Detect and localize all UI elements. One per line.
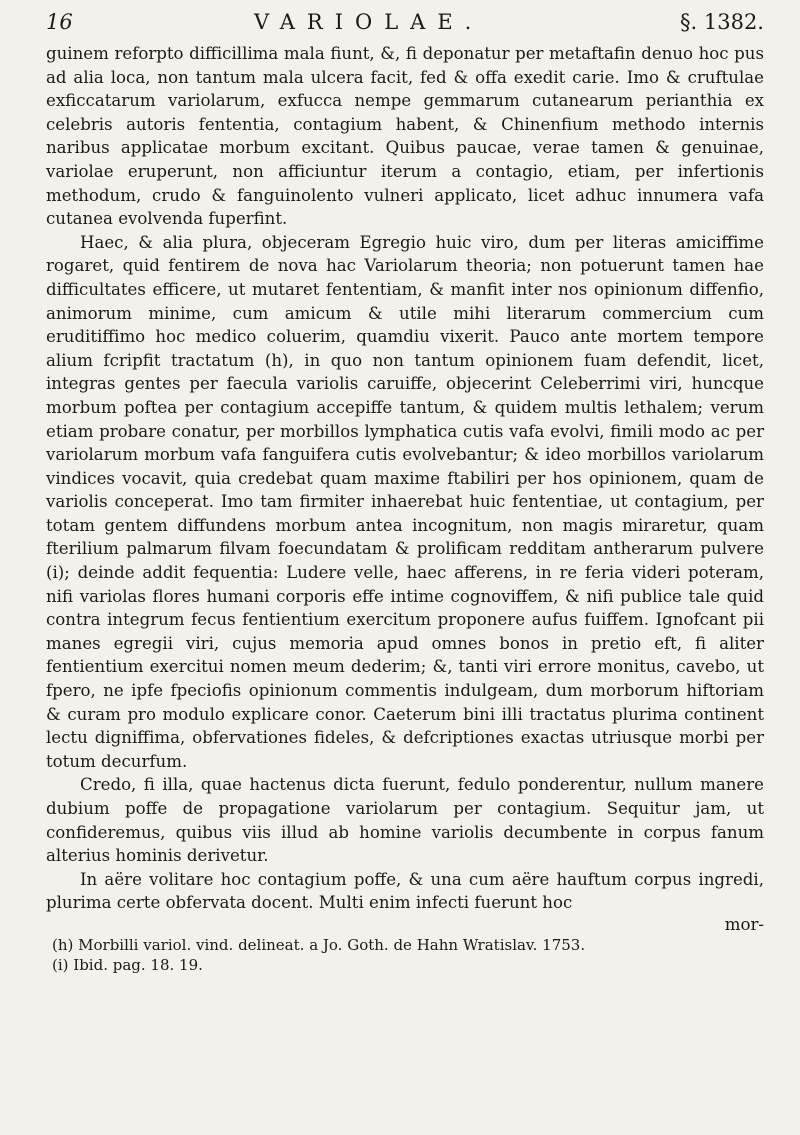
paragraph: Haec, & alia plura, objeceram Egregio huic viro, dum per literas amiciffime rogaret, quid fentirem de nova hac Variolarum theoria; non potuerunt tamen hae difficultates efficere, ut mutaret fententiam, & manfit inter nos opinionum diffenfio, animorum minime, cum amicum & utile mihi literarum commercium cum eruditiffimo hoc medico coluerim, quamdiu vixerit. Pauco ante mortem tempore alium fcripfit tractatum (h), in quo non tantum opinionem fuam defendit, licet, integras gentes per faecula variolis caruiffe, objecerint Celeberrimi viri, huncque morbum poftea per contagium accepiffe tantum, & quidem multis lethalem; verum etiam probare conatur, per morbillos lymphatica cutis vafa evolvi, fimili modo ac per variolarum morbum vafa fanguifera cutis evolvebantur; & ideo morbillos variolarum vindices vocavit, quia credebat quam maxime ftabiliri per hos opinionem, quam de variolis conceperat. Imo tam firmiter inhaerebat huic fententiae, ut contagium, per totam gentem diffundens morbum antea incognitum, non magis miraretur, quam fterilium palmarum filvam foecundatam & prolificam redditam antherarum pulvere (i); deinde addit fequentia: Ludere velle, haec afferens, in re feria videri poteram, nifi variolas flores humani corporis effe intime cognoviffem, & nifi publice tale quid contra integrum fecus fentientium exercitum proponere aufus fuiffem. Ignofcant pii manes egregii viri, cujus memoria apud omnes bonos in pretio eft, fi aliter fentientium exercitui nomen meum dederim; &, tanti viri errore monitus, cavebo, ut fpero, ne ipfe fpeciofis opinionum commentis indulgeam, dum morborum hiftoriam & curam pro modulo explicare conor. Caeterum bini illi tractatus plurima continent lectu digniffima, obfervationes fideles, & defcriptiones exactas utriusque morbi per totum decurfum. [46, 232, 764, 771]
footnote: (h) Morbilli variol. vind. delineat. a Jo. Goth. de Hahn Wratislav. 1753. [52, 935, 586, 954]
section-number: §. 1382. [680, 10, 764, 34]
running-title: VARIOLAE. [254, 10, 484, 34]
paragraph: In aëre volitare hoc contagium poffe, & una cum aëre hauftum corpus ingredi, plurima certe obfervata docent. Multi enim infecti fuerunt hoc [46, 869, 764, 913]
paragraph: guinem reforpto difficillima mala fiunt, &, fi deponatur per metaftafin denuo hoc pus ad alia loca, non tantum mala ulcera facit, fed & offa exedit carie. Imo & cruftulae exficcatarum variolarum, exfucca nempe gemmarum cutanearum perianthia ex celebris autoris fententia, contagium habent, & Chinenfium methodo internis naribus applicatae morbum excitant. Quibus paucae, verae tamen & genuinae, variolae eruperunt, non afficiuntur iterum a contagio, etiam, per infertionis methodum, crudo & fanguinolento vulneri applicato, licet adhuc innumera vafa cutanea evolvenda fuperfint. [46, 44, 764, 229]
page-number: 16 [46, 10, 73, 34]
body-text [46, 42, 764, 915]
running-header [46, 8, 764, 42]
footnote: (i) Ibid. pag. 18. 19. [52, 955, 203, 974]
catchword: mor- [724, 914, 764, 934]
paragraph: Credo, fi illa, quae hactenus dicta fuerunt, fedulo ponderentur, nullum manere dubium poffe de propagatione variolarum per contagium. Sequitur jam, ut confideremus, quibus viis illud ab homine variolis decumbente in corpus fanum alterius hominis derivetur. [46, 775, 764, 866]
footnotes [46, 935, 764, 975]
